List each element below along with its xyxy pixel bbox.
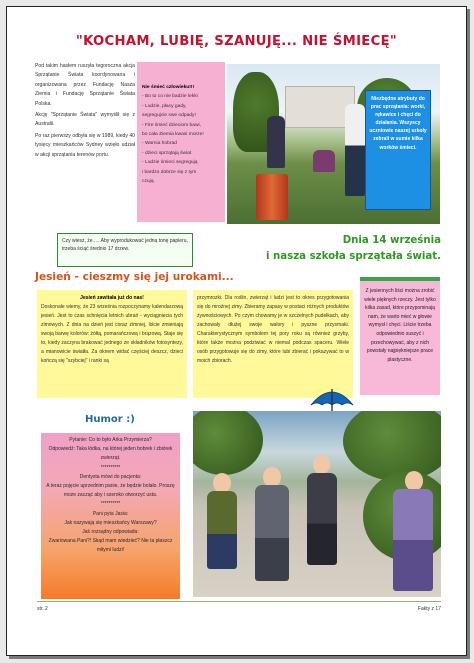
tips-item: bo cała Ziemia kwasi morze! <box>142 132 204 138</box>
page-number: str. 2 <box>37 606 48 612</box>
autumn-article-column-1 <box>37 290 187 398</box>
children-photo <box>193 411 441 597</box>
humor-line: Jak nazywają się mieszkańcy Warszawy? <box>64 519 157 526</box>
intro-paragraph-1: Pod takim hasłem ruszyła tegoroczna akcja Sprzątanie Świata koordynowana i organizowana przez Fundację Nasza Ziemia i Fundację Sprzątanie Świata Polska. <box>35 63 135 107</box>
humor-line: Pani pyta Jasia: <box>92 510 129 517</box>
tips-box <box>137 62 225 222</box>
tips-item: - Ludzie, płacy gady, <box>142 103 187 109</box>
autumn-text: Doskonale wiemy, że 23 września rozpoczynamy kalendarzową jesień. Jest to czas schnięcia letnich ubrań - wyciągniecia tych zimowych. Z dnia na dzień jest coraz zimniej, liście zmieniają swoją barwę kolorów: żółtą, pomarańczową i brązową. Staje się to, kiedy zaczyna brakować jednego ze składników fotosyntezy, a mianowicie światła. Za oknem widać częściej deszcz, dzieci kończą się "szybciej" i ranki są <box>41 304 183 364</box>
intro-paragraph-3: Po raz pierwszy odbyła się w 1989, kiedy 40 tysięcy mieszkańców Sydney wzięło udział w akcji sprzątania terenów portu. <box>35 132 135 158</box>
humor-line: Odpowiedź: Taka łódka, na której jeden bobrek i zbiórek zwierząt. <box>48 446 173 462</box>
humor-line: Jaś rozsądny odpowiada: <box>82 529 139 536</box>
intro-paragraph-2: Akcję "Sprzątanie Świata" wymyślił się z Australii. <box>35 112 135 128</box>
date-caption-line: Dnia 14 września <box>342 235 441 246</box>
tips-title: Nie śmieć człowieku!!! <box>142 85 195 90</box>
humor-line: A teraz pojęcie uprzednim panie, że będzie bolało. Proszę może zacząć aby i szeroko otworzyć usta. <box>46 483 175 499</box>
humor-line: Zwariowana Pani?! Skąd mam wiedzieć? Nie ta płaszcz miłymi ludzi! <box>48 538 173 554</box>
humor-line: ********** <box>100 464 121 471</box>
tips-item: - Warnia hobrad <box>142 141 177 147</box>
tips-item: - dzieci sprzątają świat <box>142 150 192 156</box>
photo-caption: Niezbędne atrybuty do prac sprzątania: worki, rękawice i chęci do działania. Wszyscy uczniowie naszej szkoły zebrali w sumie kilka worków śmieci. <box>365 90 431 210</box>
tips-item: - Ludzie śmieci segregują <box>142 160 198 166</box>
tips-item: - Fire śmieć dzieciom bawi, <box>142 122 201 128</box>
page-headline: "KOCHAM, LUBIĘ, SZANUJĘ... NIE ŚMIECĘ" <box>75 34 398 49</box>
tips-item: i bardzo dobrze się z tym <box>142 169 197 175</box>
tips-item: czują. <box>142 179 155 185</box>
autumn-title: Jesień - cieszmy się jej urokami... <box>35 271 234 283</box>
date-caption-line: i nasza szkoła sprzątała świat. <box>266 251 441 262</box>
intro-article <box>35 62 135 162</box>
did-you-know-note: Czy wiesz, że..... Aby wyprodukować jedną tonę papieru, trzeba ściąć średnio 17 drzew. <box>57 233 193 267</box>
humor-title: Humor :) <box>85 414 135 425</box>
autumn-question: Jesień zawitała już do nas! <box>80 295 144 301</box>
autumn-article-column-2: przymrozki. Dla roślin, zwierząt i ludzi jest to okres przygotowania się do mroźnej zimy. Zbieramy zapasy w postaci różnych produktów żywnościowych. Po czym chowamy je w szczelnych pudełkach, aby zachowały dłużej swoje walory i pyszne przysmaki. Charakterystycznym symbolem tej pory roku są również grzyby, które także można podziwiać w niemal podczas spaceru. Wiele osób przygotowuje się do zimy, które lubi zbierać i pokazywać to w moich zbiorach. <box>193 290 353 398</box>
humor-line: Pytanie: Co to było Arka Przymierza? <box>69 437 152 443</box>
footer-divider <box>37 601 441 602</box>
humor-box <box>41 433 180 599</box>
newsletter-page <box>6 6 467 656</box>
date-caption <box>231 233 441 265</box>
humor-line: ********** <box>100 501 121 508</box>
facts-box: Z jesiennych liści można zrobić wiele pięknych rzeczy. Jest tylko kilka zasad, które przypominają nam, że warto mieć w głowie wymysł i chęci. Liście trzeba odpowiednio suszyć i przechowywać, aby z nich powstały najpiękniejsze prace plastyczne. <box>360 277 440 395</box>
issue-label: Fakty z 17 <box>417 606 441 612</box>
tips-item: segregujcie swe odpady! <box>142 113 196 119</box>
humor-line: Dentysta mówi do pacjenta: <box>79 473 142 480</box>
tips-item: - Bo to co nie badzie lekki <box>142 94 198 100</box>
